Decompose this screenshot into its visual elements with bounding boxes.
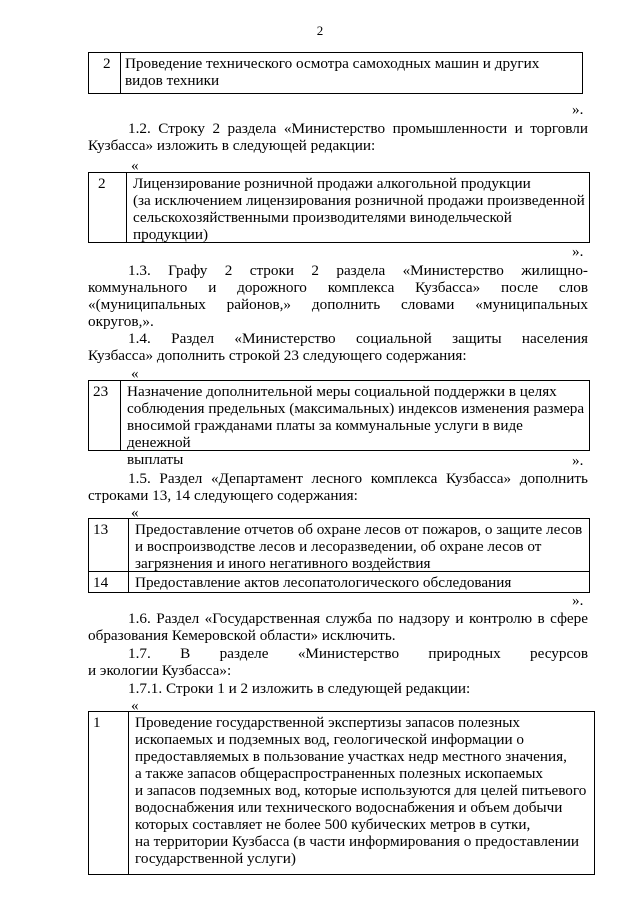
paragraph-1-2: [88, 120, 588, 154]
paragraph-line: и экологии Кузбасса»:: [88, 662, 232, 679]
paragraph-line: 1.2. Строку 2 раздела «Министерство промышленности и торговли: [128, 120, 588, 137]
table-row: [89, 571, 589, 592]
table-2: [88, 172, 590, 243]
row-text-line: загрязнения и иного негативного воздействия: [135, 555, 431, 572]
row-text-line: и запасов подземных вод, которые используются для целей питьевого: [135, 782, 587, 799]
row-text-line: продукции): [133, 226, 209, 243]
paragraph-line: 1.7.1. Строки 1 и 2 изложить в следующей редакции:: [128, 680, 471, 697]
open-quote-2: «: [131, 157, 139, 174]
row-text: Проведение технического осмотра самоходных машин и других видов техники: [125, 55, 540, 89]
table-5: [88, 711, 595, 875]
row-text-line: на территории Кузбасса (в части информирования о предоставлении: [135, 833, 580, 850]
paragraph-line: Кузбасса» изложить в следующей редакции:: [88, 137, 376, 154]
paragraph-1-6: [88, 610, 588, 644]
row-text: [129, 712, 594, 874]
row-text-line: Назначение дополнительной меры социальной поддержки в целях: [127, 383, 557, 400]
row-text: [129, 572, 589, 592]
row-number: 23: [89, 381, 121, 450]
paragraph-1-4: [88, 330, 588, 364]
paragraph-line: округов,».: [88, 313, 154, 330]
row-text-line: вносимой гражданами платы за коммунальные услуги в виде денежной: [127, 417, 523, 451]
table-row: [89, 53, 582, 93]
table-row: [89, 173, 589, 242]
row-text: [121, 381, 589, 468]
table-row: [89, 712, 594, 874]
row-text-line: сельскохозяйственными производителями винодельческой: [133, 209, 512, 226]
paragraph-1-5: [88, 470, 588, 504]
open-quote-4: «: [131, 504, 139, 521]
close-quote-2: ».: [572, 243, 584, 260]
paragraph-line: 1.4. Раздел «Министерство социальной защиты населения: [128, 330, 588, 347]
row-text-line: ископаемых и подземных вод, геологической информации о: [135, 731, 525, 748]
table-row: [89, 519, 589, 571]
page-number: 2: [316, 23, 324, 38]
paragraph-line: 1.7. В разделе «Министерство природных ресурсов: [128, 645, 588, 662]
paragraph-line: 1.3. Графу 2 строки 2 раздела «Министерство жилищно-: [128, 262, 588, 279]
table-4: [88, 518, 590, 593]
paragraph-1-3: [88, 262, 588, 330]
paragraph-line: образования Кемеровской области» исключить.: [88, 627, 396, 644]
paragraph-line: 1.6. Раздел «Государственная служба по надзору и контролю в сфере: [128, 610, 588, 627]
row-text-line: которых составляет не более 500 кубических метров в сутки,: [135, 816, 531, 833]
paragraph-line: 1.5. Раздел «Департамент лесного комплекса Кузбасса» дополнить: [128, 470, 588, 487]
close-quote-1: ».: [572, 101, 584, 118]
row-number: 2: [89, 173, 127, 242]
row-text-line: (за исключением лицензирования розничной продажи произведенной: [133, 192, 585, 209]
paragraph-1-7: [88, 645, 588, 679]
row-text-line: соблюдения предельных (максимальных) индексов изменения размера: [127, 400, 585, 417]
open-quote-5: «: [131, 697, 139, 714]
table-3: [88, 380, 590, 468]
close-quote-3: ».: [572, 452, 584, 469]
table-1: [88, 52, 583, 94]
row-text-line: Предоставление актов лесопатологического обследования: [135, 574, 512, 591]
paragraph-line: Кузбасса» дополнить строкой 23 следующего содержания:: [88, 347, 467, 364]
paragraph-line: коммунального и дорожного комплекса Кузбасса» после слов: [88, 279, 588, 296]
table-row: [89, 381, 589, 468]
row-text-line: Проведение государственной экспертизы запасов полезных: [135, 714, 521, 731]
row-text-line: Предоставление отчетов об охране лесов от пожаров, о защите лесов: [135, 521, 583, 538]
row-text-line: выплаты: [127, 451, 184, 468]
row-number: 1: [89, 712, 129, 874]
row-text-line: Лицензирование розничной продажи алкогольной продукции: [133, 175, 531, 192]
row-text-line: государственной услуги): [135, 850, 296, 867]
row-text-line: водоснабжения или технического водоснабжения и объем добычи: [135, 799, 563, 816]
row-text-line: предоставляемых в пользование участках недр местного значения,: [135, 748, 567, 765]
row-text-line: и воспроизводстве лесов и лесоразведении, об охране лесов от: [135, 538, 542, 555]
row-text: [127, 173, 589, 242]
row-number: 14: [89, 572, 129, 592]
paragraph-1-7-1: [88, 680, 588, 697]
row-text-line: а также запасов общераспространенных полезных ископаемых: [135, 765, 544, 782]
row-number: 2: [89, 53, 121, 93]
open-quote-3: «: [131, 365, 139, 382]
paragraph-line: «(муниципальных районов,» дополнить словами «муниципальных: [88, 296, 588, 313]
close-quote-4: ».: [572, 592, 584, 609]
row-number: 13: [89, 519, 129, 571]
row-text: [129, 519, 589, 571]
paragraph-line: строками 13, 14 следующего содержания:: [88, 487, 358, 504]
